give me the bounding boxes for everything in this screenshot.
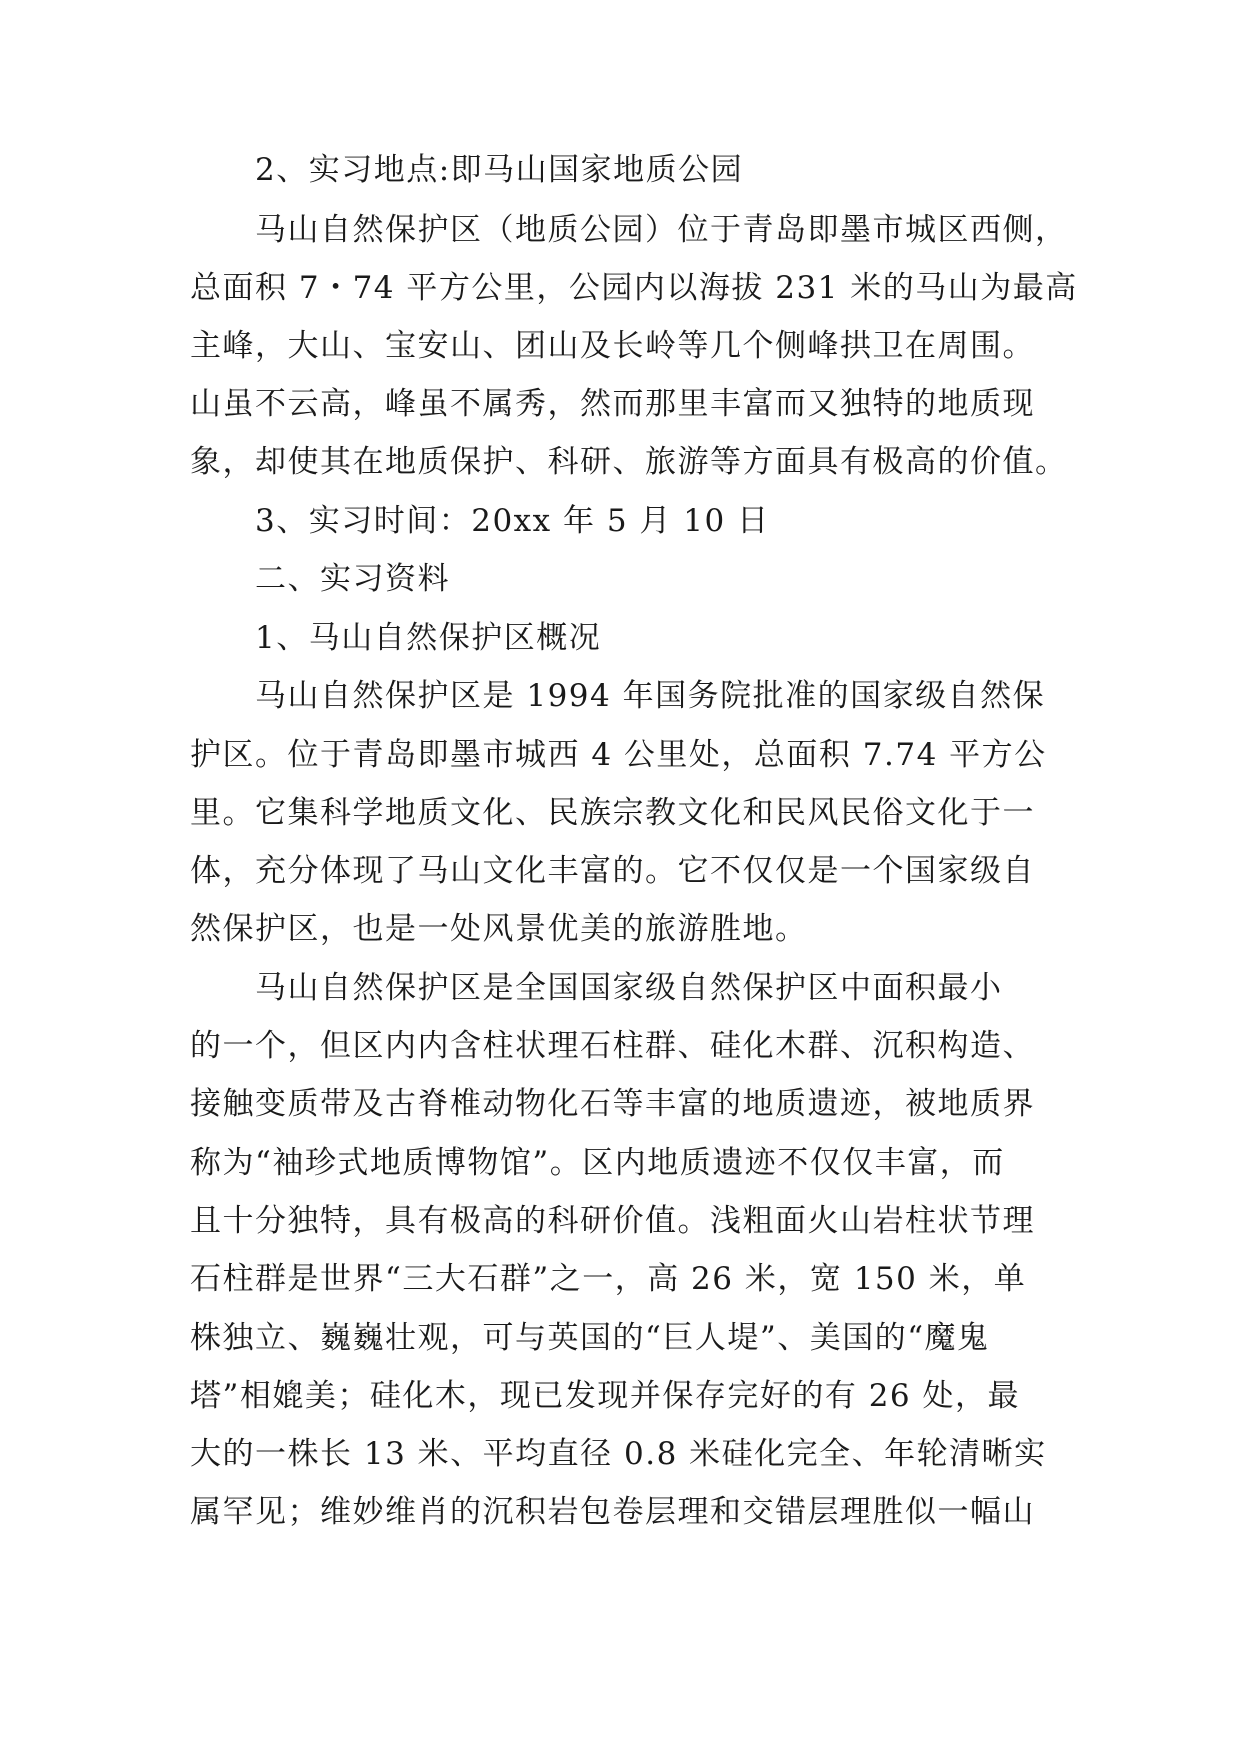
text-line: 二、实习资料 bbox=[255, 561, 450, 597]
text-line: 株独立、巍巍壮观，可与英国的“巨人堤”、美国的“魔鬼 bbox=[190, 1320, 990, 1356]
text-line: 山虽不云高，峰虽不属秀，然而那里丰富而又独特的地质现 bbox=[190, 386, 1035, 422]
text-line: 体，充分体现了马山文化丰富的。它不仅仅是一个国家级自 bbox=[190, 853, 1035, 889]
text-line: 马山自然保护区是 1994 年国务院批准的国家级自然保 bbox=[255, 678, 1046, 714]
text-line: 属罕见；维妙维肖的沉积岩包卷层理和交错层理胜似一幅山 bbox=[190, 1494, 1035, 1530]
text-line: 且十分独特，具有极高的科研价值。浅粗面火山岩柱状节理 bbox=[190, 1203, 1035, 1239]
text-line: 接触变质带及古脊椎动物化石等丰富的地质遗迹，被地质界 bbox=[190, 1086, 1035, 1122]
text-line: 2、实习地点:即马山国家地质公园 bbox=[255, 152, 744, 188]
text-line: 1、马山自然保护区概况 bbox=[255, 620, 602, 656]
text-line: 大的一株长 13 米、平均直径 0.8 米硅化完全、年轮清晰实 bbox=[190, 1436, 1047, 1472]
text-line: 里。它集科学地质文化、民族宗教文化和民风民俗文化于一 bbox=[190, 795, 1035, 831]
text-line: 总面积 7・74 平方公里，公园内以海拔 231 米的马山为最高 bbox=[190, 270, 1078, 306]
text-line: 马山自然保护区是全国国家级自然保护区中面积最小 bbox=[255, 970, 1003, 1006]
text-line: 护区。位于青岛即墨市城西 4 公里处，总面积 7.74 平方公 bbox=[190, 737, 1047, 773]
text-line: 象，却使其在地质保护、科研、旅游等方面具有极高的价值。 bbox=[190, 444, 1068, 480]
text-line: 3、实习时间：20xx 年 5 月 10 日 bbox=[255, 503, 770, 539]
text-line: 然保护区，也是一处风景优美的旅游胜地。 bbox=[190, 911, 808, 947]
text-line: 石柱群是世界“三大石群”之一，高 26 米，宽 150 米，单 bbox=[190, 1261, 1027, 1297]
text-line: 塔”相媲美；硅化木，现已发现并保存完好的有 26 处，最 bbox=[190, 1378, 1020, 1414]
text-line: 马山自然保护区（地质公园）位于青岛即墨市城区西侧， bbox=[255, 212, 1068, 248]
text-line: 主峰，大山、宝安山、团山及长岭等几个侧峰拱卫在周围。 bbox=[190, 328, 1035, 364]
text-line: 的一个，但区内内含柱状理石柱群、硅化木群、沉积构造、 bbox=[190, 1028, 1035, 1064]
text-line: 称为“袖珍式地质博物馆”。区内地质遗迹不仅仅丰富，而 bbox=[190, 1145, 1005, 1181]
